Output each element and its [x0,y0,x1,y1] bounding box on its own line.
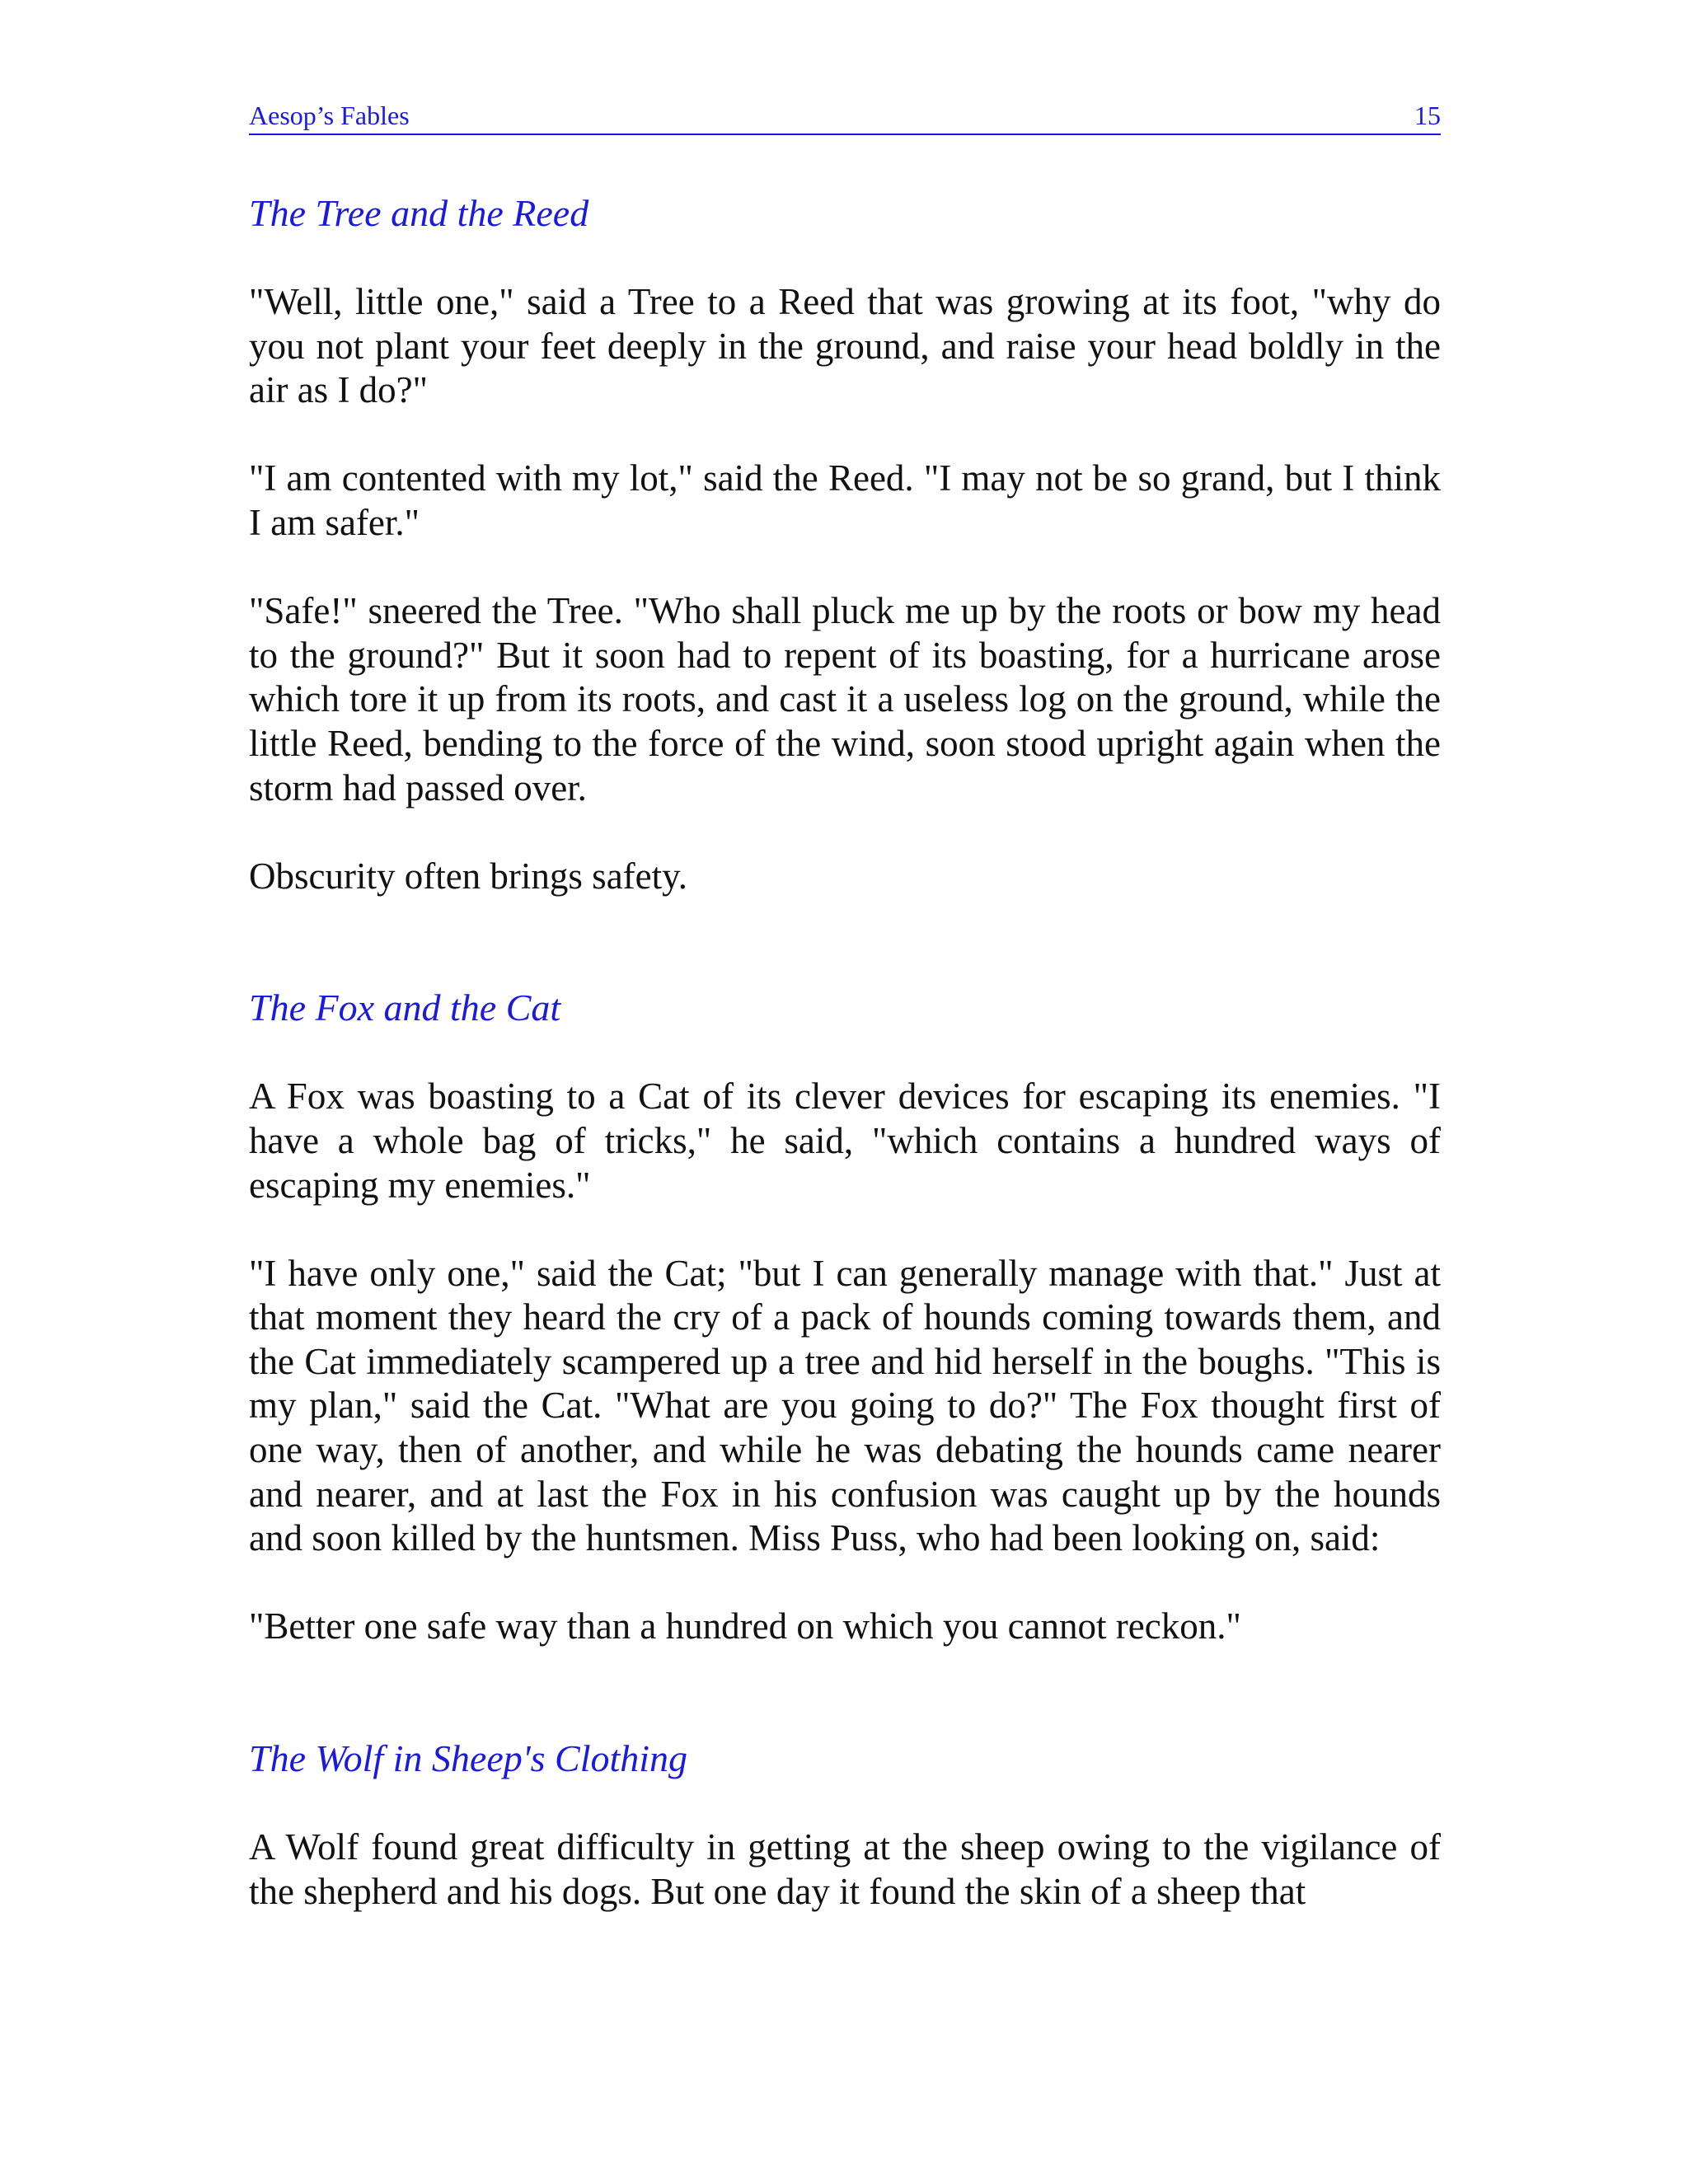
fable-moral: "Better one safe way than a hundred on which you cannot reckon." [249,1605,1241,1647]
fable-title: The Fox and the Cat [249,987,561,1029]
fable-wolf-in-sheeps-clothing [249,1736,1441,1914]
running-header [249,97,1441,135]
paragraph: "I have only one," said the Cat; "but I can generally manage with that." Just at that moment they heard the cry of a pack of hounds coming towards them, and the Cat immediately scampered up a tree and hid herself in the boughs. "This is my plan," said the Cat. "What are you going to do?" The Fox thought first of one way, then of another, and while he was debating the hounds came nearer and nearer, and at last the Fox in his confusion was caught up by the hounds and soon killed by the huntsmen. Miss Puss, who had been looking on, said: [249,1252,1441,1559]
fable-title: The Wolf in Sheep's Clothing [249,1737,688,1780]
fable-moral: Obscurity often brings safety. [249,855,687,897]
paragraph: "Safe!" sneered the Tree. "Who shall pluck me up by the roots or bow my head to the ground?" But it soon had to repent of its boasting, for a hurricane arose which tore it up from its roots, and cast it a useless log on the ground, while the little Reed, bending to the force of the wind, soon stood upright again when the storm had passed over. [249,590,1441,808]
page-number: 15 [1414,101,1441,130]
book-title: Aesop’s Fables [249,101,410,130]
fable-tree-and-reed [249,191,1441,898]
paragraph: "I am contented with my lot," said the Reed. "I may not be so grand, but I think I am safer." [249,457,1441,543]
paragraph: A Wolf found great difficulty in getting at the sheep owing to the vigilance of the shepherd and his dogs. But one day it found the skin of a sheep that [249,1826,1441,1912]
page-body [249,191,1441,1958]
paragraph: "Well, little one," said a Tree to a Reed that was growing at its foot, "why do you not plant your feet deeply in the ground, and raise your head boldly in the air as I do?" [249,281,1441,411]
paragraph: A Fox was boasting to a Cat of its clever devices for escaping its enemies. "I have a whole bag of tricks," he said, "which contains a hundred ways of escaping my enemies." [249,1076,1441,1206]
fable-fox-and-cat [249,986,1441,1649]
fable-title: The Tree and the Reed [249,192,589,234]
